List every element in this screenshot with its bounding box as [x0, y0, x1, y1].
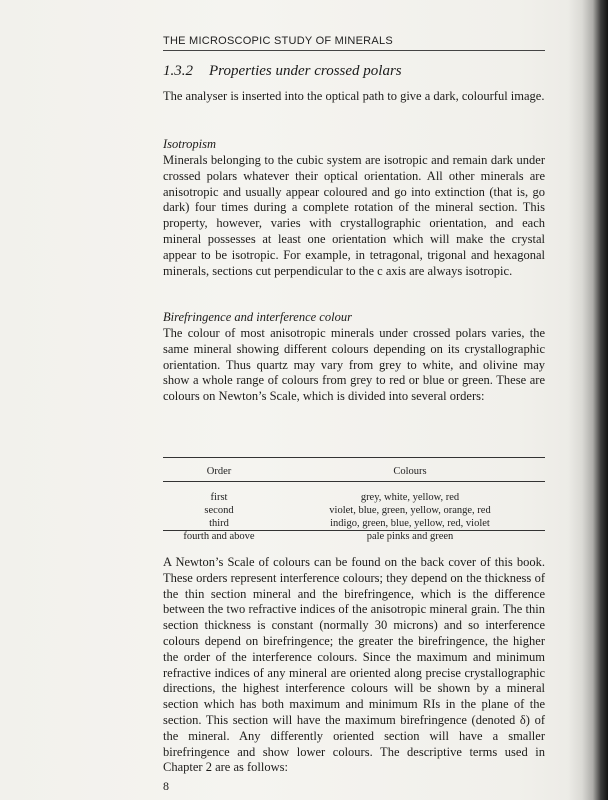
isotropism-heading: Isotropism — [163, 137, 217, 151]
closing-paragraph: A Newton’s Scale of colours can be found on the back cover of this book. These orders represent interference colours; they depend on the thickness of the thin section mineral and the birefringence, which is the difference between the two refractive indices of the anisotropic mineral grain. The thin section thickness is constant (normally 30 microns) and so interference colours depend on birefringence; the greater the birefringence, the higher the order of the interference colours. Since the maximum and minimum refractive indices of any mineral are oriented along precise crystallographic directions, the highest interference colours will be shown by a mineral section which has both maximum and minimum RIs in the plane of the section. This section will have the maximum birefringence (denoted δ) of the mineral. Any differently oriented section will have a smaller birefringence and show lower colours. The descriptive terms used in Chapter 2 are as follows: — [163, 555, 545, 775]
section-heading — [163, 63, 402, 80]
isotropism-paragraph: Minerals belonging to the cubic system are isotropic and remain dark under crossed polars whatever their optical orientation. All other minerals are anisotropic and usually appear coloured and go into extinction (that is, go dark) four times during a complete rotation of the mineral section. This property, however, varies with crystallographic orientation, and each mineral possesses at least one orientation which will make the crystal appear to be isotropic. For example, in tetragonal, trigonal and hexagonal minerals, sections cut perpendicular to the c axis are always isotropic. — [163, 153, 545, 278]
table-row — [163, 491, 545, 504]
table-top-rule — [163, 457, 545, 458]
table-row — [163, 530, 545, 543]
order-cell: second — [204, 504, 234, 516]
order-cell: third — [209, 517, 229, 529]
header-rule — [163, 50, 545, 51]
birefringence-heading: Birefringence and interference colour — [163, 310, 352, 324]
order-cell: fourth and above — [183, 530, 255, 542]
colours-cell: pale pinks and green — [366, 530, 454, 542]
colours-cell: indigo, green, blue, yellow, red, violet — [330, 517, 490, 529]
colours-cell: violet, blue, green, yellow, orange, red — [329, 504, 491, 516]
book-binding-shadow — [568, 0, 608, 800]
table-bottom-rule — [163, 530, 545, 531]
colours-column-header: Colours — [393, 465, 427, 477]
section-title: Properties under crossed polars — [209, 63, 402, 79]
running-head: THE MICROSCOPIC STUDY OF MINERALS — [163, 35, 393, 47]
birefringence-paragraph: The colour of most anisotropic minerals under crossed polars varies, the same mineral showing different colours depending on its crystallographic orientation. Thus quartz may vary from grey to white, and olivine may show a whole range of colours from grey to red or blue or green. These are colours on Newton’s Scale, which is divided into several orders: — [163, 326, 545, 404]
table-row — [163, 504, 545, 517]
table-row — [163, 517, 545, 530]
section-number: 1.3.2 — [163, 63, 193, 79]
table-header-row — [163, 461, 545, 482]
colours-cell: grey, white, yellow, red — [360, 491, 460, 503]
intro-paragraph: The analyser is inserted into the optical path to give a dark, colourful image. — [163, 89, 545, 103]
order-cell: first — [210, 491, 228, 503]
page-number: 8 — [163, 779, 169, 793]
order-column-header: Order — [206, 465, 232, 477]
